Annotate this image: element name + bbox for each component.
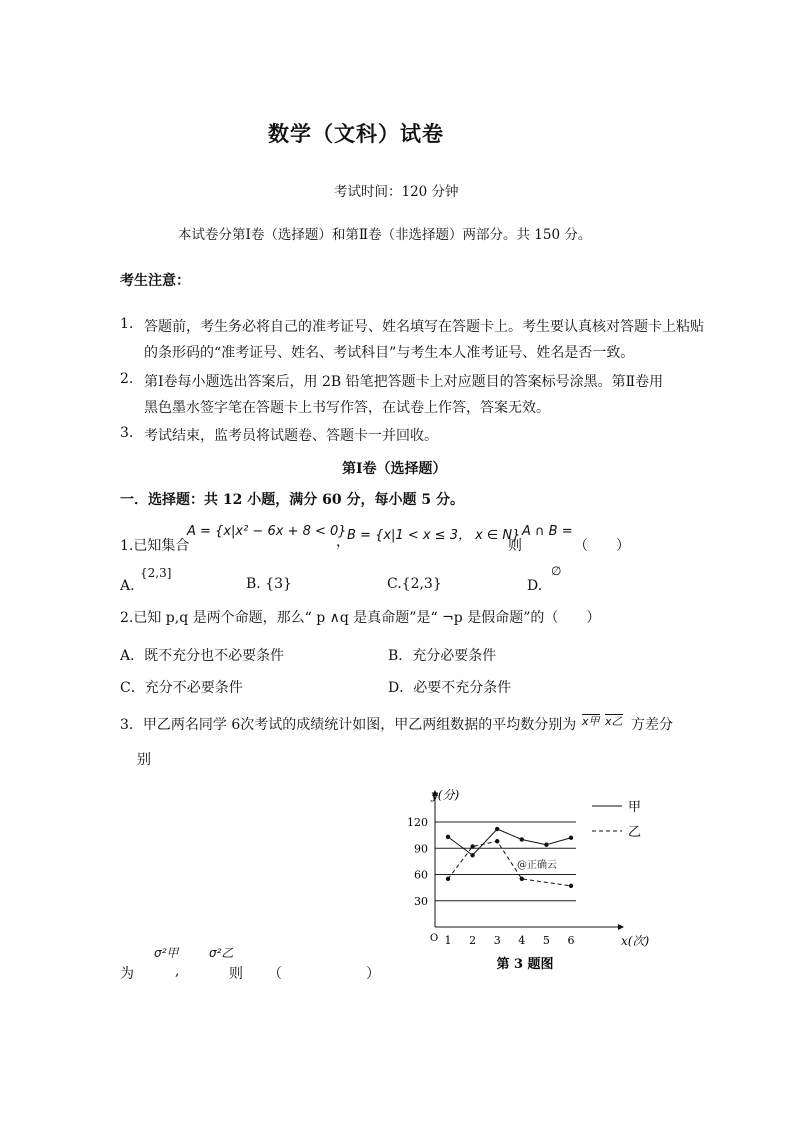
q3-wei: 为	[120, 966, 134, 982]
notice-1-line2: 的条形码的“准考证号、姓名、考试科目”与考生本人准考证号、姓名是否一致。	[144, 345, 635, 361]
data-point	[569, 884, 573, 888]
legend-label: 甲	[628, 800, 642, 815]
exam-intro: 本试卷分第Ⅰ卷（选择题）和第Ⅱ卷（非选择题）两部分。共 150 分。	[178, 227, 592, 243]
chart-title: 第 3 题图	[496, 957, 554, 972]
section1-heading: 一．选择题：共 12 小题，满分 60 分，每小题 5 分。	[120, 492, 464, 508]
q3-text-line2: 别	[137, 752, 151, 768]
x-tick-label: 3	[493, 934, 501, 947]
notice-2-line1: 第Ⅰ卷每小题选出答案后，用 2B 铅笔把答题卡上对应题目的答案标号涂黑。第Ⅱ卷用	[144, 374, 664, 390]
notice-1-line1: 答题前，考生务必将自己的准考证号、姓名填写在答题卡上。考生要认真核对答题卡上粘贴	[144, 319, 704, 335]
notice-3-num: 3.	[120, 425, 134, 441]
q1-option-d: ∅	[551, 564, 562, 578]
notice-3-line1: 考试结束，监考员将试题卷、答题卡一并回收。	[144, 428, 438, 444]
series-line-jia	[448, 829, 571, 855]
origin-label: O	[430, 933, 439, 944]
y-tick-label: 90	[414, 842, 428, 856]
q1-option-b: B. {3}	[246, 576, 292, 592]
q3-mean-yi: x乙	[605, 715, 623, 728]
q2-option-c: C．充分不必要条件	[120, 680, 243, 696]
notice-1-num: 1.	[120, 316, 134, 332]
exam-time: 考试时间：120 分钟	[334, 184, 459, 200]
watermark-text: @正确云	[517, 860, 557, 871]
q1-option-a: {2,3]	[140, 566, 172, 580]
q2-text: 2.已知 p,q 是两个命题，那么“ p ∧q 是真命题”是“ ¬p 是假命题”的（ ）	[120, 610, 601, 626]
data-point	[446, 877, 450, 881]
x-tick-label: 4	[518, 934, 526, 947]
data-point	[520, 877, 524, 881]
legend-label: 乙	[628, 825, 642, 840]
data-point	[520, 837, 524, 841]
q2-option-d: D．必要不充分条件	[388, 680, 512, 696]
q1-prefix: 1.已知集合	[120, 538, 190, 554]
q1-option-a-label: A.	[120, 578, 135, 594]
q1-expression: A ∩ B =	[522, 524, 573, 539]
data-point	[495, 839, 499, 843]
q1-then: 则	[508, 538, 522, 554]
x-axis-label: x(次)	[621, 934, 650, 948]
q1-set-b: B = {x|1 < x ≤ 3， x ∈ N}	[347, 528, 521, 543]
q1-answer-paren: （ ）	[574, 538, 630, 554]
q2-option-b: B．充分必要条件	[388, 648, 497, 664]
notice-2-num: 2.	[120, 371, 134, 387]
y-tick-label: 120	[407, 816, 428, 829]
q3-comma: ,	[175, 963, 180, 979]
part1-heading: 第Ⅰ卷（选择题）	[342, 461, 447, 477]
q3-answer-paren: （ ）	[268, 966, 380, 982]
y-tick-label: 60	[414, 868, 428, 882]
data-point	[569, 836, 573, 840]
q3-text: 3．甲乙两名同学 6次考试的成绩统计如图，甲乙两组数据的平均数分别为	[120, 717, 577, 733]
notice-2-line2: 黑色墨水签字笔在答题卡上书写作答，在试卷上作答，答案无效。	[144, 400, 550, 416]
data-point	[544, 843, 548, 847]
page-title: 数学（文科）试卷	[268, 121, 444, 146]
data-point	[495, 827, 499, 831]
notice-heading: 考生注意：	[120, 273, 190, 289]
q3-text-end: 方差分	[631, 717, 673, 733]
data-point	[470, 853, 474, 857]
q1-set-a: A = {x|x² − 6x + 8 < 0}	[187, 524, 347, 539]
data-point	[446, 835, 450, 839]
x-axis-arrow	[618, 924, 624, 930]
y-axis-label: y(分)	[431, 788, 460, 802]
q2-option-a: A．既不充分也不必要条件	[120, 648, 285, 664]
data-point	[470, 844, 474, 848]
q3-variance-yi: σ²乙	[209, 946, 234, 960]
q1-option-c: C.{2,3}	[387, 576, 442, 592]
x-tick-label: 2	[469, 934, 477, 947]
x-tick-label: 5	[542, 934, 550, 947]
q1-option-d-label: D.	[527, 578, 543, 594]
x-tick-label: 1	[444, 934, 452, 947]
q3-mean-jia: x甲	[582, 715, 600, 728]
q1-comma: ，	[336, 534, 350, 550]
q3-then: 则	[229, 966, 243, 982]
q3-line-chart	[400, 780, 670, 980]
x-tick-label: 6	[567, 934, 575, 947]
y-tick-label: 30	[414, 894, 428, 908]
q3-variance-jia: σ²甲	[154, 946, 179, 960]
